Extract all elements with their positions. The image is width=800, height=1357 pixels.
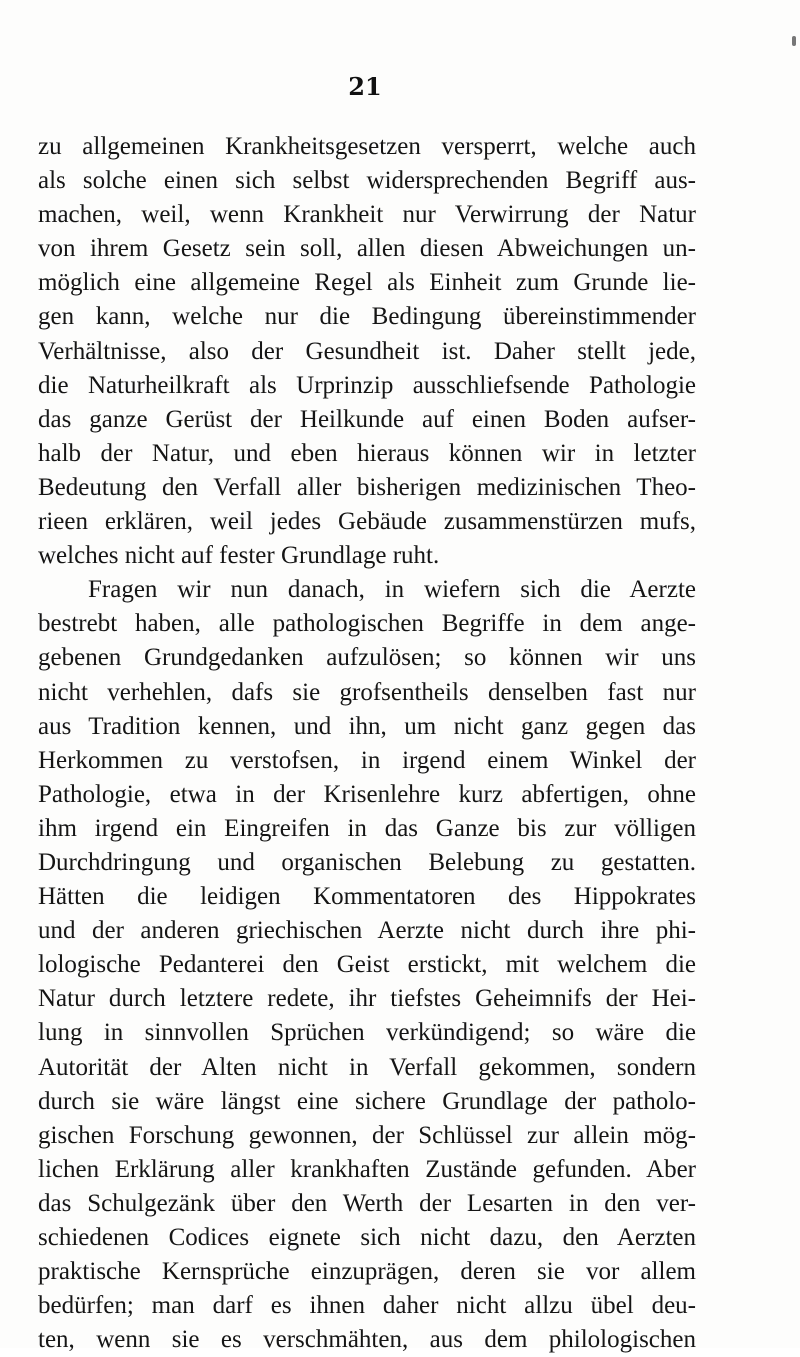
text-line: lung in sinnvollen Sprüchen verkündigend; so wäre die <box>38 1019 696 1047</box>
text-line: zu allgemeinen Krankheitsgesetzen versperrt, welche auch <box>38 133 696 160</box>
text-line: gen kann, welche nur die Bedingung übereinstimmender <box>38 303 696 331</box>
page-edge-mark <box>792 36 796 46</box>
text-line: halb der Natur, und eben hieraus können wir in letzter <box>38 439 696 467</box>
text-line: bestrebt haben, alle pathologischen Begriffe in dem ange- <box>38 610 696 638</box>
text-line: Pathologie, etwa in der Krisenlehre kurz abfertigen, ohne <box>38 780 696 808</box>
text-line: gischen Forschung gewonnen, der Schlüssel zur allein mög- <box>38 1121 696 1149</box>
body-text <box>38 130 696 1357</box>
paragraph-start-line: Fragen wir nun danach, in wiefern sich die Aerzte <box>88 576 696 604</box>
text-line: von ihrem Gesetz sein soll, allen diesen Abweichungen un- <box>38 235 696 263</box>
text-line: die Naturheilkraft als Urprinzip ausschliefsende Pathologie <box>38 371 696 399</box>
text-line: ihm irgend ein Eingreifen in das Ganze bis zur völligen <box>38 814 696 842</box>
text-line: aus Tradition kennen, und ihn, um nicht ganz gegen das <box>38 712 696 740</box>
paragraph-end-line: welches nicht auf fester Grundlage ruht. <box>38 542 440 570</box>
text-line: Autorität der Alten nicht in Verfall gekommen, sondern <box>38 1053 696 1081</box>
text-line: ten, wenn sie es verschmähten, aus dem philologischen <box>38 1326 696 1354</box>
page-number: 21 <box>348 72 382 101</box>
text-line: lologische Pedanterei den Geist erstickt, mit welchem die <box>38 951 696 979</box>
text-line: lichen Erklärung aller krankhaften Zustände gefunden. Aber <box>38 1155 696 1183</box>
text-line: Bedeutung den Verfall aller bisherigen medizinischen Theo- <box>38 473 696 501</box>
text-line: und der anderen griechischen Aerzte nicht durch ihre phi- <box>38 917 696 945</box>
text-line: Verhältnisse, also der Gesundheit ist. Daher stellt jede, <box>38 337 696 365</box>
text-line: Natur durch letztere redete, ihr tiefstes Geheimnifs der Hei- <box>38 985 696 1013</box>
text-line: nicht verhehlen, dafs sie grofsentheils denselben fast nur <box>38 678 696 706</box>
text-line: Herkommen zu verstofsen, in irgend einem Winkel der <box>38 746 696 774</box>
text-line: Durchdringung und organischen Belebung zu gestatten. <box>38 848 696 876</box>
text-line: bedürfen; man darf es ihnen daher nicht allzu übel deu- <box>38 1292 696 1320</box>
text-line: schiedenen Codices eignete sich nicht dazu, den Aerzten <box>38 1224 696 1251</box>
text-line: durch sie wäre längst eine sichere Grundlage der patholo- <box>38 1087 696 1115</box>
text-line: machen, weil, wenn Krankheit nur Verwirrung der Natur <box>38 201 696 229</box>
text-line: Hätten die leidigen Kommentatoren des Hippokrates <box>38 883 696 911</box>
text-line: rieen erklären, weil jedes Gebäude zusammenstürzen mufs, <box>38 508 696 536</box>
text-line: praktische Kernsprüche einzuprägen, deren sie vor allem <box>38 1258 696 1286</box>
text-line: als solche einen sich selbst widersprechenden Begriff aus- <box>38 167 696 195</box>
text-line: das Schulgezänk über den Werth der Lesarten in den ver- <box>38 1189 696 1217</box>
text-line: möglich eine allgemeine Regel als Einheit zum Grunde lie- <box>38 269 696 297</box>
text-line: das ganze Gerüst der Heilkunde auf einen Boden aufser- <box>38 405 696 433</box>
text-line: gebenen Grundgedanken aufzulösen; so können wir uns <box>38 644 696 672</box>
